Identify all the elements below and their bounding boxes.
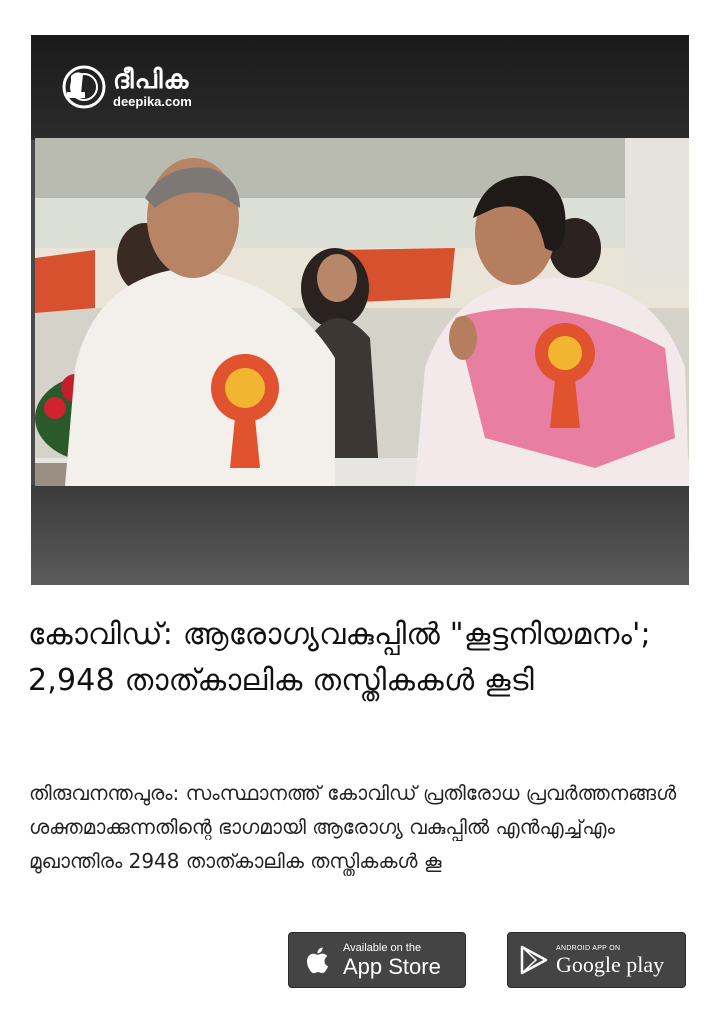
logo-title: ദീപിക [113, 64, 190, 95]
article-summary: തിരുവനന്തപുരം: സംസ്ഥാനത്ത് കോവിഡ് പ്രതിരോധ പ്രവർത്തനങ്ങൾ ശക്തമാക്കുന്നതിന്റെ ഭാഗമായി ആരോഗ്യ വകുപ്പിൽ എൻഎച്ച്എം മുഖാന്തിരം 2948 താത്കാലിക തസ്തികകൾ കൂ [29, 781, 677, 873]
app-store-big-text: App Store [343, 953, 441, 979]
article-headline[interactable]: കോവിഡ്: ആരോഗ്യവകുപ്പിൽ "കൂട്ടനിയമനം'; 2,948 താത്കാലിക തസ്തികകൾ കൂടി [28, 617, 651, 698]
app-store-small-text: Available on the [343, 941, 422, 954]
google-play-small-text: ANDROID APP ON [556, 944, 621, 952]
deepika-logo[interactable] [61, 63, 192, 111]
hero-bottom-gradient [31, 485, 689, 585]
logo-url: deepika.com [113, 93, 192, 109]
news-photo [35, 138, 689, 486]
deepika-logo-icon [61, 64, 107, 110]
apple-icon [301, 943, 335, 977]
google-play-big-text: Google play [556, 951, 665, 977]
app-store-button[interactable] [288, 932, 466, 988]
hero-image-panel [31, 35, 689, 585]
google-play-button[interactable] [507, 932, 686, 988]
play-icon [516, 943, 550, 977]
